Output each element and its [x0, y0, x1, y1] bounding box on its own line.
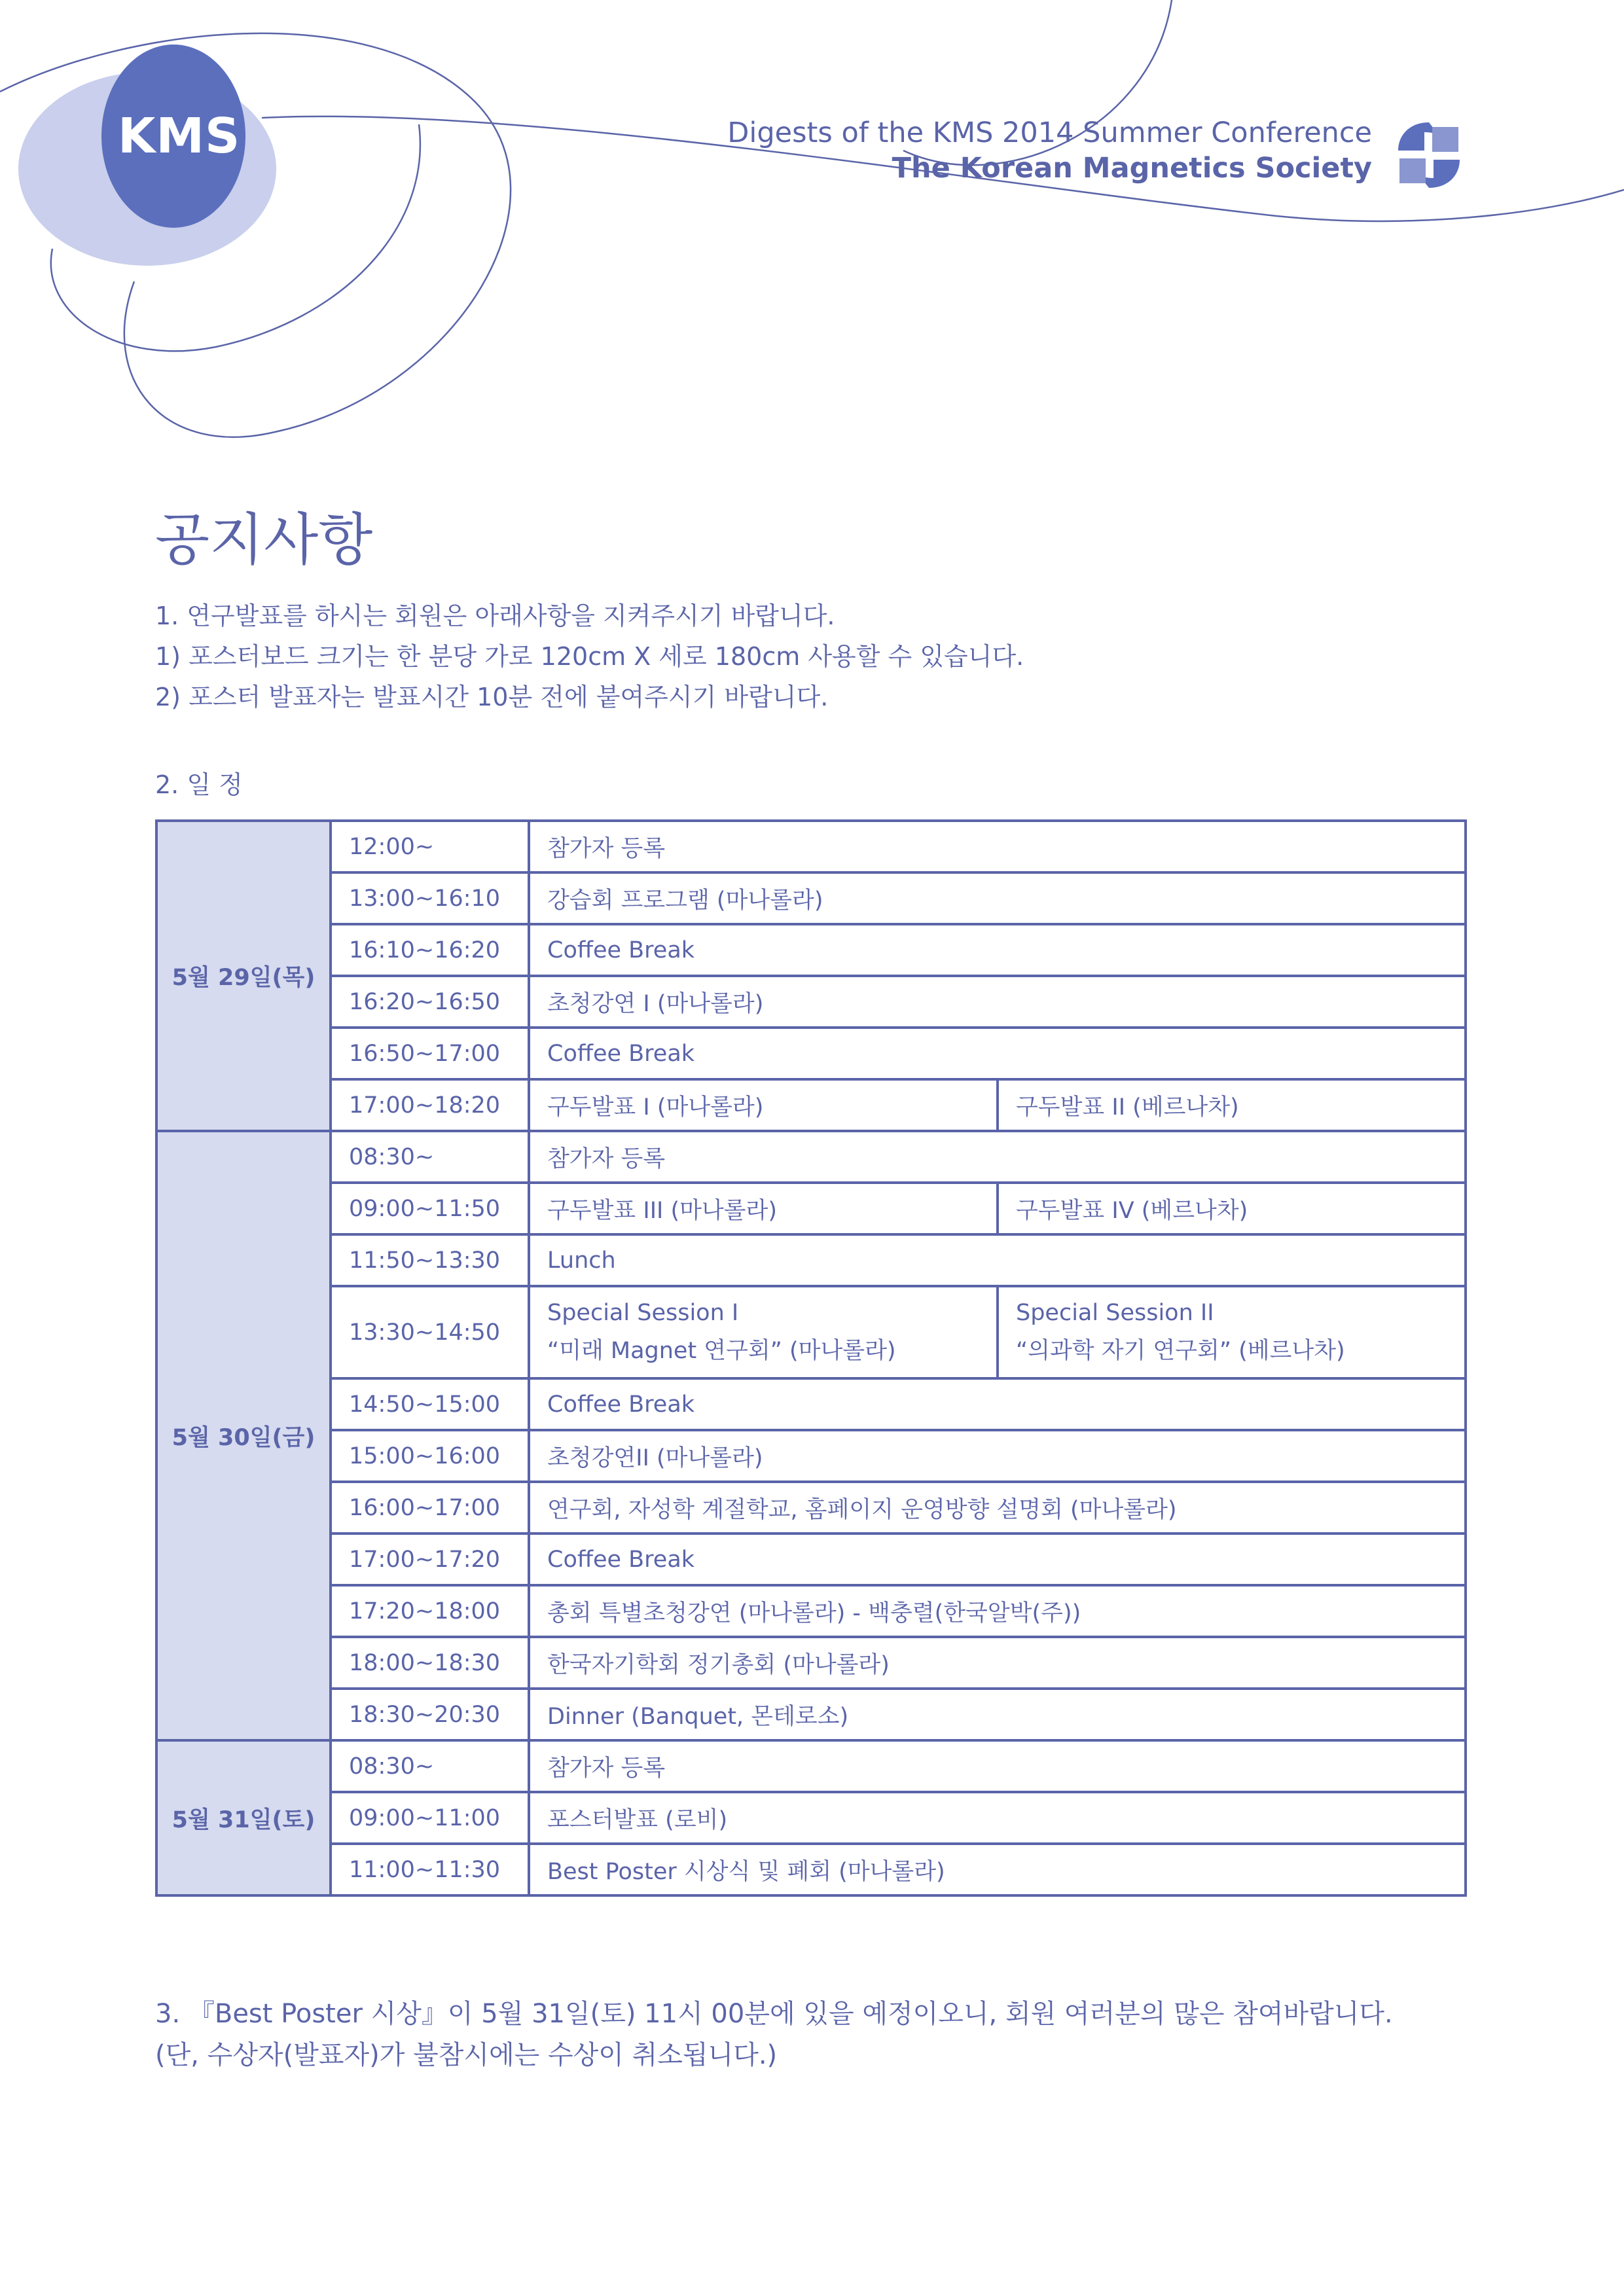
time-cell: 08:30~ — [331, 1740, 529, 1792]
table-row — [156, 1585, 1466, 1637]
session-name: Special Session II — [1016, 1299, 1214, 1326]
time-cell: 17:00~17:20 — [331, 1534, 529, 1585]
session-detail: “의과학 자기 연구회” (베르나차) — [1016, 1337, 1345, 1364]
time-cell: 18:00~18:30 — [331, 1637, 529, 1689]
event-cell: 한국자기학회 정기총회 (마나롤라) — [529, 1637, 1466, 1689]
society-name: The Korean Magnetics Society — [892, 152, 1372, 185]
table-row — [156, 1234, 1466, 1286]
time-cell: 16:50~17:00 — [331, 1028, 529, 1079]
table-row — [156, 1430, 1466, 1482]
event-cell: 초청강연 I (마나롤라) — [529, 976, 1466, 1028]
session-name: Special Session I — [547, 1299, 739, 1326]
table-row — [156, 1028, 1466, 1079]
page-title: 공지사항 — [155, 507, 373, 573]
time-cell: 18:30~20:30 — [331, 1689, 529, 1740]
time-cell: 16:20~16:50 — [331, 976, 529, 1028]
event-cell: 연구회, 자성학 계절학교, 홈페이지 운영방향 설명회 (마나롤라) — [529, 1482, 1466, 1534]
day-cell: 5월 30일(금) — [156, 1131, 331, 1740]
event-cell — [529, 1286, 998, 1378]
notice-1-2: 2) 포스터 발표자는 발표시간 10분 전에 붙여주시기 바랍니다. — [155, 683, 829, 711]
table-row — [156, 1183, 1466, 1234]
schedule-heading: 2. 일 정 — [155, 770, 243, 799]
event-cell-secondary — [998, 1286, 1466, 1378]
award-notice: 3. 『Best Poster 시상』이 5월 31일(토) 11시 00분에 있을 예정이오니, 회원 여러분의 많은 참여바랍니다. — [155, 1999, 1393, 2029]
table-row — [156, 1286, 1466, 1378]
day-cell: 5월 29일(목) — [156, 821, 331, 1131]
time-cell: 11:50~13:30 — [331, 1234, 529, 1286]
time-cell: 13:30~14:50 — [331, 1286, 529, 1378]
table-row — [156, 1844, 1466, 1895]
event-cell: 참가자 등록 — [529, 821, 1466, 872]
notice-1: 1. 연구발표를 하시는 회원은 아래사항을 지켜주시기 바랍니다. — [155, 601, 835, 630]
conference-title: Digests of the KMS 2014 Summer Conference — [727, 117, 1372, 149]
event-cell: Coffee Break — [529, 1378, 1466, 1430]
table-row — [156, 1534, 1466, 1585]
table-row — [156, 1740, 1466, 1792]
table-row — [156, 1689, 1466, 1740]
event-cell: 참가자 등록 — [529, 1131, 1466, 1183]
time-cell: 08:30~ — [331, 1131, 529, 1183]
day-cell: 5월 31일(토) — [156, 1740, 331, 1895]
time-cell: 17:20~18:00 — [331, 1585, 529, 1637]
schedule-table — [155, 819, 1467, 1897]
table-row — [156, 1637, 1466, 1689]
event-cell: Coffee Break — [529, 1534, 1466, 1585]
time-cell: 09:00~11:50 — [331, 1183, 529, 1234]
event-cell: 참가자 등록 — [529, 1740, 1466, 1792]
time-cell: 16:00~17:00 — [331, 1482, 529, 1534]
time-cell: 13:00~16:10 — [331, 872, 529, 924]
session-detail: “미래 Magnet 연구회” (마나롤라) — [547, 1337, 896, 1364]
event-cell: 총회 특별초청강연 (마나롤라) - 백충렬(한국알박(주)) — [529, 1585, 1466, 1637]
event-cell: Coffee Break — [529, 1028, 1466, 1079]
event-cell: 강습회 프로그램 (마나롤라) — [529, 872, 1466, 924]
kms-logo-text: KMS — [118, 108, 241, 164]
table-row — [156, 821, 1466, 872]
time-cell: 09:00~11:00 — [331, 1792, 529, 1844]
event-cell: Coffee Break — [529, 924, 1466, 976]
table-row — [156, 1079, 1466, 1131]
table-row — [156, 1131, 1466, 1183]
time-cell: 16:10~16:20 — [331, 924, 529, 976]
notice-1-1: 1) 포스터보드 크기는 한 분당 가로 120cm X 세로 180cm 사용할 수 있습니다. — [155, 642, 1024, 671]
table-row — [156, 924, 1466, 976]
table-row — [156, 872, 1466, 924]
event-cell: Lunch — [529, 1234, 1466, 1286]
event-cell-secondary: 구두발표 II (베르나차) — [998, 1079, 1466, 1131]
time-cell: 15:00~16:00 — [331, 1430, 529, 1482]
time-cell: 11:00~11:30 — [331, 1844, 529, 1895]
event-cell: 포스터발표 (로비) — [529, 1792, 1466, 1844]
event-cell: 구두발표 I (마나롤라) — [529, 1079, 998, 1131]
time-cell: 14:50~15:00 — [331, 1378, 529, 1430]
table-row — [156, 1792, 1466, 1844]
event-cell: Best Poster 시상식 및 폐회 (마나롤라) — [529, 1844, 1466, 1895]
table-row — [156, 1482, 1466, 1534]
time-cell: 17:00~18:20 — [331, 1079, 529, 1131]
event-cell: 초청강연II (마나롤라) — [529, 1430, 1466, 1482]
header-decoration — [0, 0, 1624, 471]
time-cell: 12:00~ — [331, 821, 529, 872]
table-row — [156, 976, 1466, 1028]
event-cell-secondary: 구두발표 IV (베르나차) — [998, 1183, 1466, 1234]
award-notice-note: (단, 수상자(발표자)가 불참시에는 수상이 취소됩니다.) — [155, 2040, 778, 2070]
table-row — [156, 1378, 1466, 1430]
event-cell: 구두발표 III (마나롤라) — [529, 1183, 998, 1234]
event-cell: Dinner (Banquet, 몬테로소) — [529, 1689, 1466, 1740]
kms-society-emblem-icon — [1393, 119, 1465, 191]
